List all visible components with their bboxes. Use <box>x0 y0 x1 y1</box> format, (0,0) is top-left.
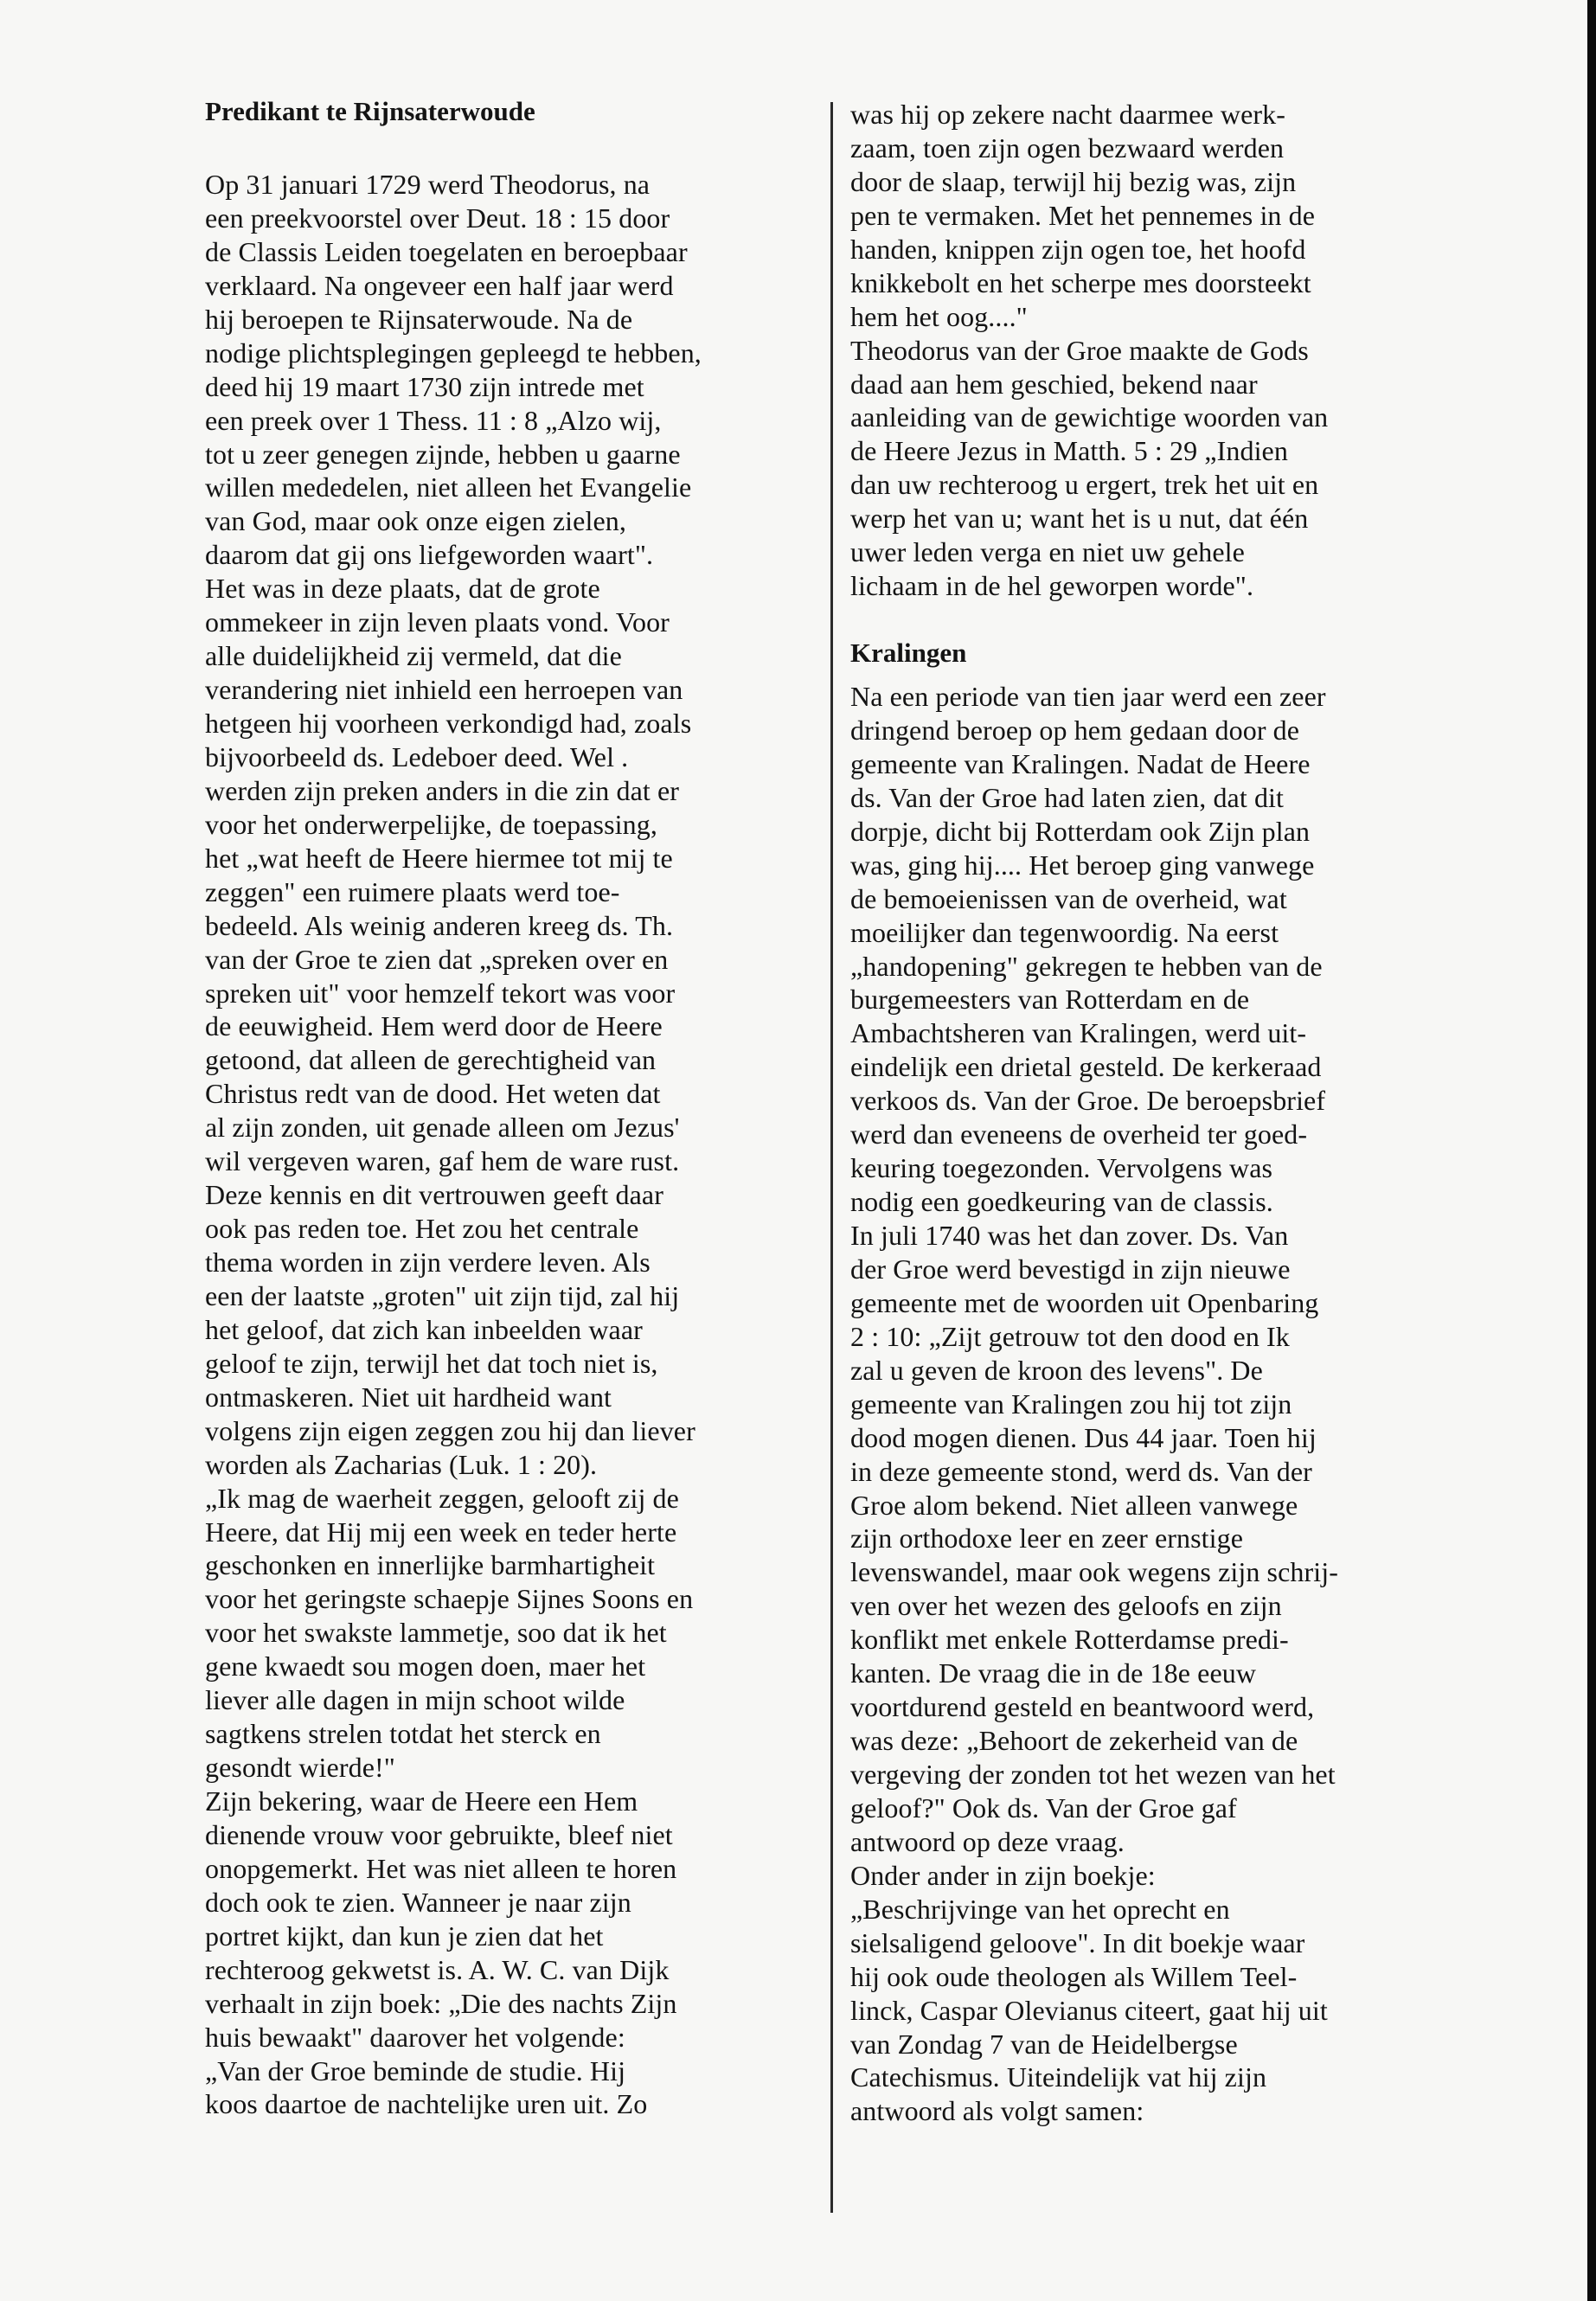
text-line: sagtkens strelen totdat het sterck en <box>205 1718 601 1750</box>
text-line: sielsaligend geloove". In dit boekje waar <box>850 1926 1305 1958</box>
text-line: dan uw rechteroog u ergert, trek het uit en <box>850 469 1319 501</box>
text-line: knikkebolt en het scherpe mes doorsteekt <box>850 266 1311 298</box>
text-line: werden zijn preken anders in die zin dat er <box>205 774 680 806</box>
text-line: In juli 1740 was het dan zover. Ds. Van <box>850 1220 1289 1251</box>
text-line: hij beroepen te Rijnsaterwoude. Na de <box>205 303 633 335</box>
text-line: ontmaskeren. Niet uit hardheid want <box>205 1381 612 1413</box>
text-line: handen, knippen zijn ogen toe, het hoofd <box>850 233 1306 265</box>
text-line: kanten. De vraag die in de 18e eeuw <box>850 1657 1257 1689</box>
text-line: volgens zijn eigen zeggen zou hij dan liever <box>205 1414 695 1446</box>
text-line: daad aan hem geschied, bekend naar <box>850 368 1258 400</box>
text-line: gemeente van Kralingen zou hij tot zijn <box>850 1388 1292 1420</box>
text-line: zeggen" een ruimere plaats werd toe- <box>205 875 620 907</box>
text-line: tot u zeer genegen zijnde, hebben u gaarne <box>205 438 681 470</box>
text-line: vergeving der zonden tot het wezen van het <box>850 1759 1336 1790</box>
text-line: Catechismus. Uiteindelijk vat hij zijn <box>850 2061 1267 2093</box>
text-line: ven over het wezen des geloofs en zijn <box>850 1590 1282 1622</box>
text-line: geschonken en innerlijke barmhartigheit <box>205 1549 656 1581</box>
text-line: „Beschrijvinge van het oprecht en <box>850 1893 1230 1925</box>
text-line: wil vergeven waren, gaf hem de ware rust. <box>205 1145 680 1177</box>
page-edge <box>1587 0 1596 2301</box>
text-line: dringend beroep op hem gedaan door de <box>850 714 1300 746</box>
text-line: voor het swakste lammetje, soo dat ik het <box>205 1617 667 1649</box>
text-line: een der laatste „groten" uit zijn tijd, zal hij <box>205 1279 680 1311</box>
text-line: huis bewaakt" daarover het volgende: <box>205 2021 625 2053</box>
text-line: liever alle dagen in mijn schoot wilde <box>205 1684 625 1716</box>
text-line: dorpje, dicht bij Rotterdam ook Zijn plan <box>850 815 1311 847</box>
text-line: „handopening" gekregen te hebben van de <box>850 950 1323 982</box>
text-line: was deze: „Behoort de zekerheid van de <box>850 1725 1298 1757</box>
text-line: onopgemerkt. Het was niet alleen te horen <box>205 1852 677 1884</box>
text-line: Ambachtsheren van Kralingen, werd uit- <box>850 1017 1307 1049</box>
text-line: keuring toegezonden. Vervolgens was <box>850 1152 1273 1184</box>
text-line: was, ging hij.... Het beroep ging vanwege <box>850 849 1315 881</box>
text-line: alle duidelijkheid zij vermeld, dat die <box>205 640 622 672</box>
text-line: hij ook oude theologen als Willem Teel- <box>850 1960 1298 1992</box>
text-line: de Heere Jezus in Matth. 5 : 29 „Indien <box>850 435 1288 467</box>
text-line: der Groe werd bevestigd in zijn nieuwe <box>850 1253 1291 1285</box>
text-line: Deze kennis en dit vertrouwen geeft daar <box>205 1179 663 1211</box>
text-line: verandering niet inhield een herroepen van <box>205 674 683 706</box>
text-line: werp het van u; want het is u nut, dat één <box>850 503 1309 535</box>
text-line: linck, Caspar Olevianus citeert, gaat hij uit <box>850 1994 1328 2026</box>
text-line: was hij op zekere nacht daarmee werk- <box>850 99 1285 130</box>
text-line: zal u geven de kroon des levens". De <box>850 1354 1263 1386</box>
text-line: verklaard. Na ongeveer een half jaar werd <box>205 269 674 301</box>
text-line: de eeuwigheid. Hem werd door de Heere <box>205 1010 663 1042</box>
text-line: thema worden in zijn verdere leven. Als <box>205 1247 651 1278</box>
text-line: zaam, toen zijn ogen bezwaard werden <box>850 131 1285 163</box>
text-line: Op 31 januari 1729 werd Theodorus, na <box>205 169 651 200</box>
text-line: Het was in deze plaats, dat de grote <box>205 573 600 605</box>
text-line: dienende vrouw voor gebruikte, bleef niet <box>205 1818 673 1850</box>
text-line: verkoos ds. Van der Groe. De beroepsbrief <box>850 1085 1326 1117</box>
right-column-text-top <box>850 98 1328 603</box>
text-line: geloof te zijn, terwijl het dat toch niet is, <box>205 1347 658 1379</box>
text-line: Zijn bekering, waar de Heere een Hem <box>205 1785 638 1817</box>
text-line: werd dan eveneens de overheid ter goed- <box>850 1118 1308 1150</box>
text-line: verhaalt in zijn boek: „Die des nachts Zijn <box>205 1987 677 2019</box>
left-column-text <box>205 168 702 2121</box>
text-line: burgemeesters van Rotterdam en de <box>850 984 1250 1016</box>
text-line: het „wat heeft de Heere hiermee tot mij te <box>205 842 673 874</box>
text-line: „Ik mag de waerheit zeggen, gelooft zij de <box>205 1482 679 1514</box>
text-line: door de slaap, terwijl hij bezig was, zijn <box>850 165 1297 197</box>
text-line: uwer leden verga en niet uw gehele <box>850 536 1245 568</box>
text-line: koos daartoe de nachtelijke uren uit. Zo <box>205 2088 648 2120</box>
text-line: voor het onderwerpelijke, de toepassing, <box>205 808 657 840</box>
text-line: gemeente met de woorden uit Openbaring <box>850 1286 1319 1318</box>
text-line: bijvoorbeeld ds. Ledeboer deed. Wel . <box>205 740 629 772</box>
text-line: pen te vermaken. Met het pennemes in de <box>850 199 1316 231</box>
text-line: een preekvoorstel over Deut. 18 : 15 door <box>205 202 670 234</box>
text-line: nodig een goedkeuring van de classis. <box>850 1186 1273 1218</box>
text-line: getoond, dat alleen de gerechtigheid van <box>205 1044 657 1076</box>
text-line: levenswandel, maar ook wegens zijn schrij- <box>850 1556 1339 1588</box>
text-line: voortdurend gesteld en beantwoord werd, <box>850 1691 1315 1723</box>
text-line: „Van der Groe beminde de studie. Hij <box>205 2054 626 2086</box>
text-line: Na een periode van tien jaar werd een zeer <box>850 681 1326 712</box>
text-line: in deze gemeente stond, werd ds. Van der <box>850 1455 1312 1487</box>
text-line: Groe alom bekend. Niet alleen vanwege <box>850 1489 1298 1521</box>
text-line: Heere, dat Hij mij een week en teder herte <box>205 1516 677 1548</box>
text-line: worden als Zacharias (Luk. 1 : 20). <box>205 1448 598 1480</box>
text-line: antwoord op deze vraag. <box>850 1825 1125 1857</box>
text-line: lichaam in de hel geworpen worde". <box>850 570 1254 602</box>
text-line: het geloof, dat zich kan inbeelden waar <box>205 1313 643 1345</box>
text-line: de bemoeienissen van de overheid, wat <box>850 882 1287 914</box>
text-line: van Zondag 7 van de Heidelbergse <box>850 2028 1238 2060</box>
text-line: antwoord als volgt samen: <box>850 2095 1144 2127</box>
text-line: hetgeen hij voorheen verkondigd had, zoals <box>205 708 692 739</box>
text-line: spreken uit" voor hemzelf tekort was voor <box>205 977 676 1009</box>
text-line: van God, maar ook onze eigen zielen, <box>205 505 626 537</box>
text-line: dood mogen dienen. Dus 44 jaar. Toen hij <box>850 1421 1317 1453</box>
text-line: moeilijker dan tegenwoordig. Na eerst <box>850 916 1279 948</box>
section-heading-rijnsaterwoude: Predikant te Rijnsaterwoude <box>205 96 535 126</box>
text-line: hem het oog...." <box>850 300 1028 332</box>
text-line: een preek over 1 Thess. 11 : 8 „Alzo wij, <box>205 404 662 436</box>
text-line: willen mededelen, niet alleen het Evangelie <box>205 471 692 503</box>
text-line: daarom dat gij ons liefgeworden waart". <box>205 539 654 571</box>
text-line: de Classis Leiden toegelaten en beroepbaar <box>205 235 688 267</box>
column-divider <box>830 102 833 2213</box>
text-line: gemeente van Kralingen. Nadat de Heere <box>850 747 1311 779</box>
text-line: gesondt wierde!" <box>205 1752 395 1784</box>
section-heading-kralingen: Kralingen <box>850 638 967 668</box>
text-line: Onder ander in zijn boekje: <box>850 1859 1156 1891</box>
text-line: zijn orthodoxe leer en zeer ernstige <box>850 1522 1244 1554</box>
text-line: 2 : 10: „Zijt getrouw tot den dood en Ik <box>850 1320 1290 1352</box>
text-line: al zijn zonden, uit genade alleen om Jezus' <box>205 1112 680 1144</box>
text-line: bedeeld. Als weinig anderen kreeg ds. Th. <box>205 909 674 941</box>
text-line: doch ook te zien. Wanneer je naar zijn <box>205 1886 631 1918</box>
text-line: eindelijk een drietal gesteld. De kerkeraad <box>850 1051 1322 1083</box>
text-line: ook pas reden toe. Het zou het centrale <box>205 1213 639 1245</box>
text-line: aanleiding van de gewichtige woorden van <box>850 401 1329 433</box>
text-line: van der Groe te zien dat „spreken over en <box>205 943 669 975</box>
text-line: nodige plichtsplegingen gepleegd te hebben, <box>205 336 702 369</box>
text-line: gene kwaedt sou mogen doen, maer het <box>205 1650 646 1682</box>
text-line: Theodorus van der Groe maakte de Gods <box>850 334 1309 366</box>
text-line: ommekeer in zijn leven plaats vond. Voor <box>205 606 670 638</box>
right-column-text-bottom <box>850 680 1338 2128</box>
text-line: konflikt met enkele Rotterdamse predi- <box>850 1624 1289 1656</box>
text-line: voor het geringste schaepje Sijnes Soons en <box>205 1583 694 1615</box>
text-line: Christus redt van de dood. Het weten dat <box>205 1078 661 1110</box>
text-line: ds. Van der Groe had laten zien, dat dit <box>850 781 1285 813</box>
text-line: portret kijkt, dan kun je zien dat het <box>205 1920 604 1952</box>
text-line: geloof?" Ook ds. Van der Groe gaf <box>850 1791 1237 1823</box>
text-line: deed hij 19 maart 1730 zijn intrede met <box>205 370 644 402</box>
text-line: rechteroog gekwetst is. A. W. C. van Dijk <box>205 1953 670 1985</box>
